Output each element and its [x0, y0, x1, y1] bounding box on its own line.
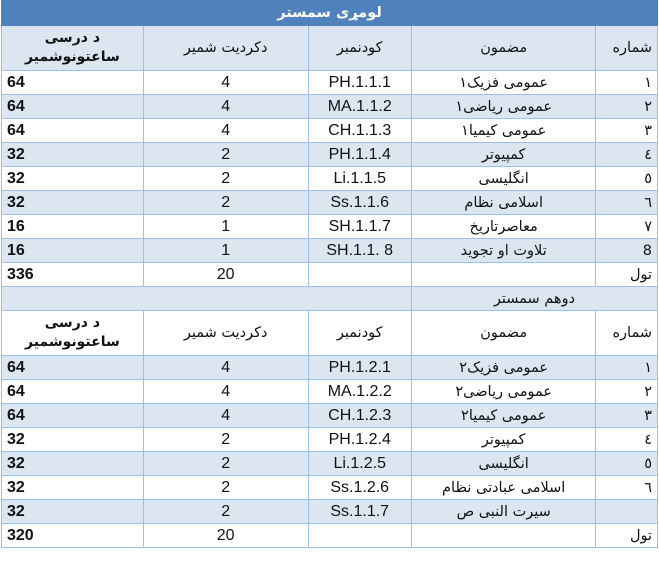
- row-hours: 32: [2, 476, 144, 500]
- row-subject: اسلامی عبادتی نظام: [411, 476, 596, 500]
- row-number: ٥: [596, 167, 658, 191]
- semester2-label-empty: [2, 287, 412, 311]
- row-hours: 64: [2, 356, 144, 380]
- row-code: CH.1.1.3: [308, 119, 411, 143]
- row-subject: انگلیسی: [411, 167, 596, 191]
- row-credits: 2: [143, 476, 308, 500]
- header-hours-line1: د درسی: [44, 30, 100, 46]
- semester1-header-row: [2, 26, 658, 71]
- table-row: [2, 404, 658, 428]
- header-hours-line2: ساعتونوشمیر: [25, 49, 120, 65]
- row-code: SH.1.1.7: [308, 215, 411, 239]
- row-number: ۳: [596, 119, 658, 143]
- row-credits: 2: [143, 191, 308, 215]
- row-number: [596, 500, 658, 524]
- row-subject: کمپیوتر: [411, 143, 596, 167]
- semester2-label-row: [2, 287, 658, 311]
- row-hours: 64: [2, 71, 144, 95]
- table-row: [2, 119, 658, 143]
- row-credits: 2: [143, 143, 308, 167]
- row-hours: 32: [2, 143, 144, 167]
- row-number: ۷: [596, 215, 658, 239]
- table-row: [2, 215, 658, 239]
- row-subject: تلاوت او تجوید: [411, 239, 596, 263]
- row-hours: 16: [2, 239, 144, 263]
- total-label: تول: [596, 524, 658, 548]
- header-credits: دکردیت شمیر: [143, 311, 308, 356]
- total-empty: [411, 263, 596, 287]
- row-subject: عمومی کیمیا۱: [411, 119, 596, 143]
- row-code: SH.1.1. 8: [308, 239, 411, 263]
- row-code: MA.1.2.2: [308, 380, 411, 404]
- row-subject: کمپیوتر: [411, 428, 596, 452]
- row-number: ٦: [596, 191, 658, 215]
- semester1-total-row: [2, 263, 658, 287]
- total-hours: 320: [2, 524, 144, 548]
- total-credits: 20: [143, 263, 308, 287]
- row-subject: عمومی فزیک۲: [411, 356, 596, 380]
- row-code: Ss.1.1.7: [308, 500, 411, 524]
- row-credits: 4: [143, 404, 308, 428]
- table-row: [2, 95, 658, 119]
- row-credits: 4: [143, 380, 308, 404]
- row-credits: 4: [143, 119, 308, 143]
- row-credits: 2: [143, 500, 308, 524]
- row-hours: 32: [2, 167, 144, 191]
- semester1-title-row: [2, 1, 658, 26]
- row-credits: 4: [143, 356, 308, 380]
- row-number: ۱: [596, 71, 658, 95]
- header-hours-line2: ساعتونوشمیر: [25, 334, 120, 350]
- table-row: [2, 167, 658, 191]
- row-hours: 32: [2, 191, 144, 215]
- curriculum-table-body: [2, 1, 658, 548]
- row-subject: عمومی فزیک۱: [411, 71, 596, 95]
- total-hours: 336: [2, 263, 144, 287]
- row-subject: انگلیسی: [411, 452, 596, 476]
- row-credits: 4: [143, 95, 308, 119]
- row-credits: 2: [143, 452, 308, 476]
- row-number: ۳: [596, 404, 658, 428]
- row-code: CH.1.2.3: [308, 404, 411, 428]
- table-row: [2, 191, 658, 215]
- semester2-header-row: [2, 311, 658, 356]
- header-credits: دکردیت شمیر: [143, 26, 308, 71]
- header-code: کودنمبر: [308, 311, 411, 356]
- row-number: ۱: [596, 356, 658, 380]
- row-code: PH.1.1.4: [308, 143, 411, 167]
- total-empty: [308, 524, 411, 548]
- semester2-label: دوهم سمستر: [411, 287, 657, 311]
- row-hours: 32: [2, 452, 144, 476]
- total-label: تول: [596, 263, 658, 287]
- row-credits: 2: [143, 167, 308, 191]
- table-row: [2, 500, 658, 524]
- row-number: ٤: [596, 143, 658, 167]
- row-credits: 1: [143, 215, 308, 239]
- table-row: [2, 428, 658, 452]
- table-row: [2, 452, 658, 476]
- header-hours: [2, 311, 144, 356]
- table-row: [2, 239, 658, 263]
- total-empty: [308, 263, 411, 287]
- row-credits: 2: [143, 428, 308, 452]
- row-code: PH.1.2.4: [308, 428, 411, 452]
- row-number: ٥: [596, 452, 658, 476]
- row-subject: سیرت النبی ص: [411, 500, 596, 524]
- row-subject: اسلامی نظام: [411, 191, 596, 215]
- semester1-title: لومړی سمستر: [2, 1, 658, 26]
- header-subject: مضمون: [411, 26, 596, 71]
- row-code: MA.1.1.2: [308, 95, 411, 119]
- row-hours: 64: [2, 404, 144, 428]
- row-subject: عمومی ریاضی۲: [411, 380, 596, 404]
- header-code: کودنمبر: [308, 26, 411, 71]
- row-code: PH.1.2.1: [308, 356, 411, 380]
- row-code: Ss.1.1.6: [308, 191, 411, 215]
- row-code: PH.1.1.1: [308, 71, 411, 95]
- row-hours: 64: [2, 119, 144, 143]
- row-code: Ss.1.2.6: [308, 476, 411, 500]
- row-hours: 64: [2, 380, 144, 404]
- row-subject: عمومی کیمیا۲: [411, 404, 596, 428]
- semester2-total-row: [2, 524, 658, 548]
- header-subject: مضمون: [411, 311, 596, 356]
- row-subject: عمومی ریاضی۱: [411, 95, 596, 119]
- row-code: Li.1.2.5: [308, 452, 411, 476]
- row-hours: 16: [2, 215, 144, 239]
- total-credits: 20: [143, 524, 308, 548]
- header-hours-line1: د درسی: [44, 315, 100, 331]
- row-number: 8: [596, 239, 658, 263]
- row-number: ۲: [596, 95, 658, 119]
- row-subject: معاصرتاریخ: [411, 215, 596, 239]
- row-number: ۲: [596, 380, 658, 404]
- row-credits: 1: [143, 239, 308, 263]
- header-number: شماره: [596, 26, 658, 71]
- row-number: ٦: [596, 476, 658, 500]
- curriculum-table: [1, 0, 658, 548]
- table-row: [2, 380, 658, 404]
- row-code: Li.1.1.5: [308, 167, 411, 191]
- table-row: [2, 356, 658, 380]
- header-hours: [2, 26, 144, 71]
- total-empty: [411, 524, 596, 548]
- row-hours: 64: [2, 95, 144, 119]
- table-row: [2, 476, 658, 500]
- row-number: ٤: [596, 428, 658, 452]
- table-row: [2, 71, 658, 95]
- table-row: [2, 143, 658, 167]
- row-hours: 32: [2, 428, 144, 452]
- row-hours: 32: [2, 500, 144, 524]
- header-number: شماره: [596, 311, 658, 356]
- row-credits: 4: [143, 71, 308, 95]
